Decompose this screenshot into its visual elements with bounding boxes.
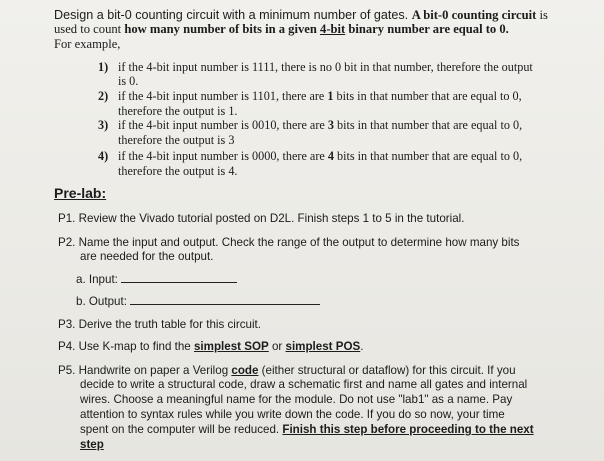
prelab-p3: P3. Derive the truth table for this circuit. [58, 318, 261, 331]
intro-bold-term: A bit-0 counting circuit [411, 8, 537, 22]
example-1-line-1: if the 4-bit input number is 1111, there is no 0 bit in that number, therefore the output [118, 60, 533, 74]
prelab-p5-line-6: step [80, 438, 104, 451]
example-4-line-1: if the 4-bit input number is 0000, there are 4 bits in that number that are equal to 0, [118, 149, 523, 163]
example-1-number: 1) [98, 60, 109, 74]
finish-step-note: Finish this step before proceeding to the next [282, 423, 534, 436]
prelab-item-a [76, 272, 237, 286]
prelab-heading: Pre-lab: [54, 185, 107, 201]
example-3-line-2: therefore the output is 3 [118, 133, 235, 147]
example-3-line-1: if the 4-bit input number is 0010, there are 3 bits in that number that are equal to 0, [118, 118, 523, 132]
example-4-number: 4) [98, 149, 109, 163]
output-label: b. Output: [76, 295, 127, 308]
example-1-line-2: is 0. [118, 74, 139, 88]
example-2-line-2: therefore the output is 1. [118, 104, 238, 118]
prelab-p5-line-1: P5. Handwrite on paper a Verilog code (either structural or dataflow) for this circuit. If you [58, 364, 516, 377]
intro-line-1 [54, 8, 548, 23]
intro-bold-phrase-end: binary number are equal to 0. [345, 22, 509, 36]
prelab-p4: P4. Use K-map to find the simplest SOP or simplest POS. [58, 340, 364, 353]
prelab-p2-line-1: P2. Name the input and output. Check the range of the output to determine how many bits [58, 236, 520, 249]
prelab-p5-line-3: wires. Choose a meaningful name for the module. Do not use "lab1" as a name. Pay [80, 393, 513, 406]
input-label: a. Input: [76, 273, 118, 286]
example-2-number: 2) [98, 89, 109, 103]
prelab-item-b [76, 294, 320, 308]
intro-bold-phrase: how many number of bits in a given [124, 22, 321, 36]
intro-text-end: is [536, 8, 548, 22]
example-2-line-1: if the 4-bit input number is 1101, there are 1 bits in that number that are equal to 0, [118, 89, 522, 103]
intro-line-3: For example, [54, 37, 121, 51]
prelab-p5-line-4: attention to syntax rules while you write down the code. If you do so now, your time [80, 408, 505, 421]
simplest-sop: simplest SOP [193, 340, 269, 353]
example-4-line-2: therefore the output is 4. [118, 164, 238, 178]
prelab-p5-line-5: spent on the computer will be reduced. Finish this step before proceeding to the next [80, 423, 534, 436]
example-3-number: 3) [98, 118, 109, 132]
prelab-p5-line-2: decide to write a structural code, draw a schematic first and name all gates and internal [80, 378, 528, 391]
intro-underlined-4bit: 4-bit [320, 22, 346, 36]
intro-text: Design a bit-0 counting circuit with a minimum number of gates. [54, 8, 412, 22]
code-term: code [231, 364, 259, 377]
intro-line-2 [54, 22, 509, 37]
prelab-p2-line-2: are needed for the output. [80, 250, 214, 263]
output-blank-line [130, 294, 320, 305]
intro-text: used to count [54, 22, 125, 36]
prelab-p1: P1. Review the Vivado tutorial posted on D2L. Finish steps 1 to 5 in the tutorial. [58, 212, 465, 225]
input-blank-line [121, 272, 237, 283]
simplest-pos: simplest POS [285, 340, 361, 353]
